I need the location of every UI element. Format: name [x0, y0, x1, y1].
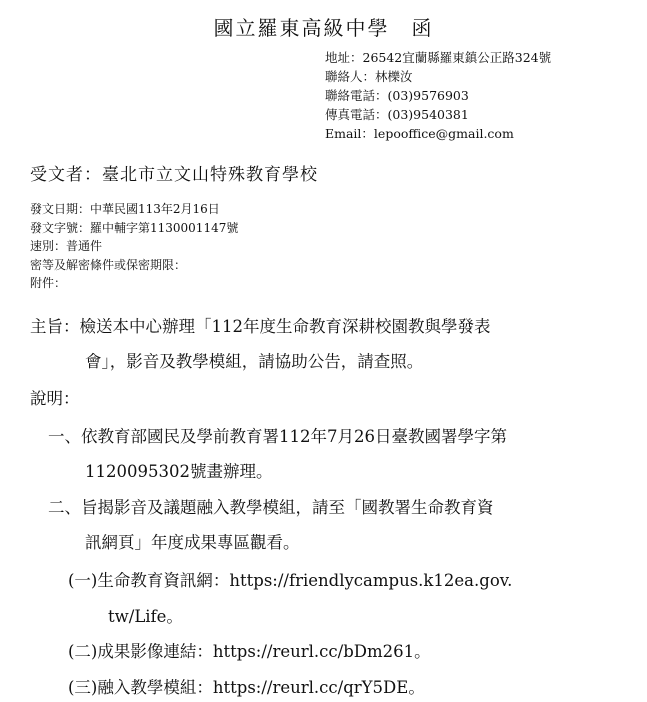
- sender-address: 地址：26542宜蘭縣羅東鎮公正路324號: [325, 50, 552, 65]
- issue-date: 發文日期：中華民國113年2月16日: [30, 202, 220, 216]
- explanation-item-1-line-1: 一、依教育部國民及學前教育署112年7月26日臺教國署學字第: [48, 427, 507, 446]
- sub-item-3: (三)融入教學模組：https://reurl.cc/qrY5DE。: [68, 678, 425, 697]
- classification: 密等及解密條件或保密期限：: [30, 257, 187, 272]
- subject-line-1: 主旨：檢送本中心辦理「112年度生命教育深耕校園教與學發表: [30, 317, 491, 336]
- sender-contact: 聯絡人：林櫟汝: [325, 69, 413, 84]
- sub-item-1-line-1: (一)生命教育資訊網：https://friendlycampus.k12ea.gov.: [68, 571, 513, 590]
- sub-item-1-line-2: tw/Life。: [108, 607, 183, 626]
- priority: 速別：普通件: [30, 239, 103, 253]
- attachment: 附件：: [30, 276, 67, 290]
- sender-email: Email：lepooffice@gmail.com: [325, 126, 514, 141]
- recipient: 受文者：臺北市立文山特殊教育學校: [30, 165, 318, 185]
- explanation-item-2-line-2: 訊網頁」年度成果專區觀看。: [85, 533, 300, 552]
- document-title: 國立羅東高級中學 函: [213, 16, 434, 40]
- document-meta: [30, 200, 238, 293]
- explanation-item-2-line-1: 二、旨揭影音及議題融入教學模組，請至「國教署生命教育資: [48, 498, 494, 517]
- sub-item-2: (二)成果影像連結：https://reurl.cc/bDm261。: [68, 642, 431, 661]
- subject-line-2: 會」，影音及教學模組，請協助公告，請查照。: [85, 352, 424, 371]
- explanation-item-1-line-2: 1120095302號畫辦理。: [85, 462, 273, 481]
- issue-number: 發文字號：羅中輔字第1130001147號: [30, 220, 239, 235]
- sender-phone: 聯絡電話：(03)9576903: [325, 88, 469, 103]
- sender-fax: 傳真電話：(03)9540381: [325, 107, 469, 122]
- sender-info: [325, 48, 551, 143]
- explanation-label: 說明：: [30, 389, 80, 408]
